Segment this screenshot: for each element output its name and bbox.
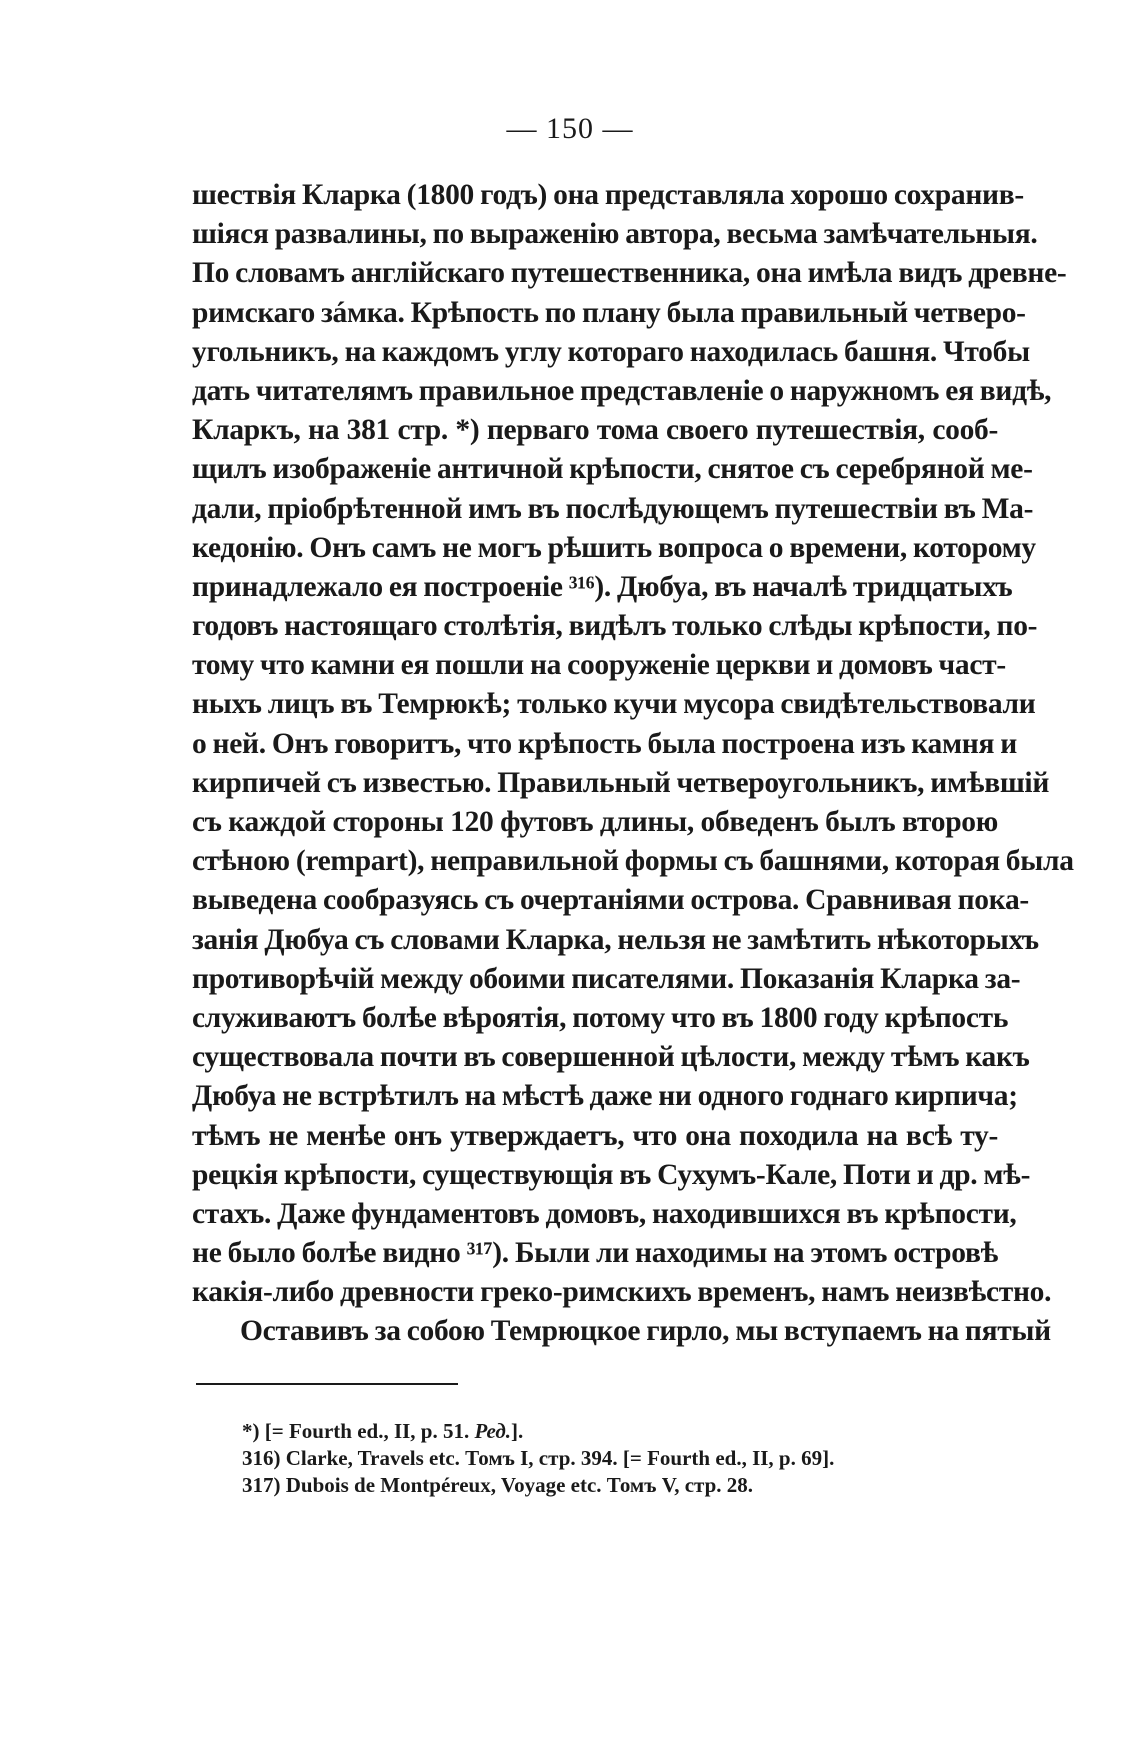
text-line: римскаго зáмка. Крѣпость по плану была правильный четверо- (192, 296, 1026, 329)
text-line: стѣною (rempart), неправильной формы съ башнями, которая была (192, 845, 1074, 878)
text-line: занія Дюбуа съ словами Кларка, нельзя не замѣтить нѣкоторыхъ (192, 923, 1039, 956)
footnote (242, 1418, 962, 1445)
text-line: По словамъ англійскаго путешественника, она имѣла видъ древне- (192, 257, 1067, 290)
text-line: кедонію. Онъ самъ не могъ рѣшить вопроса о времени, которому (192, 531, 1036, 564)
text-line: Кларкъ, на 381 стр. *) перваго тома своего путешествія, сооб- (192, 414, 998, 447)
footnote-text: 316) Clarke, Travels etc. Томъ I, стр. 394. [= Fourth ed., II, p. 69]. (242, 1446, 835, 1470)
text-line: не было болѣе видно ³¹⁷). Были ли находимы на этомъ островѣ (192, 1237, 998, 1270)
footnote (242, 1445, 962, 1472)
page-number: — 150 — (506, 112, 634, 145)
text-line: дать читателямъ правильное представленіе о наружномъ ея видѣ, (192, 374, 1052, 407)
text-line: выведена сообразуясь съ очертаніями острова. Сравнивая пока- (192, 884, 1029, 917)
text-line: тому что камни ея пошли на сооруженіе церкви и домовъ част- (192, 649, 1006, 682)
text-line: годовъ настоящаго столѣтія, видѣлъ только слѣды крѣпости, по- (192, 610, 1038, 643)
text-line: противорѣчій между обоими писателями. Показанія Кларка за- (192, 962, 1021, 995)
text-line: о ней. Онъ говоритъ, что крѣпость была построена изъ камня и (192, 727, 1017, 760)
text-line: стахъ. Даже фундаментовъ домовъ, находившихся въ крѣпости, (192, 1197, 1017, 1230)
text-line: кирпичей съ известью. Правильный четвероугольникъ, имѣвшій (192, 766, 1050, 799)
paragraph-start-line: Оставивъ за собою Темрюцкое гирло, мы вступаемъ на пятый (240, 1315, 1051, 1348)
text-line: шіяся развалины, по выраженію автора, весьма замѣчательныя. (192, 218, 1038, 251)
text-line: служиваютъ болѣе вѣроятія, потому что въ 1800 году крѣпость (192, 1001, 1009, 1034)
footnote-divider (196, 1383, 458, 1385)
text-line: дали, пріобрѣтенной имъ въ послѣдующемъ путешествіи въ Ма- (192, 492, 1034, 525)
text-line: съ каждой стороны 120 футовъ длины, обведенъ былъ второю (192, 806, 998, 838)
footnote-editor-mark: Ред. (474, 1419, 512, 1443)
footnotes (242, 1418, 962, 1499)
footnote-tail: ]. (511, 1419, 524, 1443)
text-line: шествія Кларка (1800 годъ) она представляла хорошо сохранив- (192, 179, 1024, 211)
text-line: тѣмъ не менѣе онъ утверждаетъ, что она походила на всѣ ту- (192, 1119, 998, 1152)
text-line: рецкія крѣпости, существующія въ Сухумъ-Кале, Поти и др. мѣ- (192, 1158, 1031, 1191)
text-line: ныхъ лицъ въ Темрюкѣ; только кучи мусора свидѣтельствовали (192, 688, 1036, 721)
text-line: Дюбуа не встрѣтилъ на мѣстѣ даже ни одного годнаго кирпича; (192, 1080, 1018, 1113)
text-line: какія-либо древности греко-римскихъ временъ, намъ неизвѣстно. (192, 1276, 1052, 1309)
text-line: существовала почти въ совершенной цѣлости, между тѣмъ какъ (192, 1041, 1030, 1074)
footnote (242, 1472, 962, 1499)
footnote-text: *) [= Fourth ed., II, p. 51. (242, 1419, 475, 1443)
footnote-text: 317) Dubois de Montpéreux, Voyage etc. Томъ V, стр. 28. (242, 1473, 754, 1497)
text-line: угольникъ, на каждомъ углу котораго находилась башня. Чтобы (192, 335, 1030, 368)
text-line: принадлежало ея построеніе ³¹⁶). Дюбуа, въ началѣ тридцатыхъ (192, 570, 1013, 603)
text-line: щилъ изображеніе античной крѣпости, снятое съ серебряной ме- (192, 453, 1033, 486)
body-text (192, 176, 1074, 1352)
